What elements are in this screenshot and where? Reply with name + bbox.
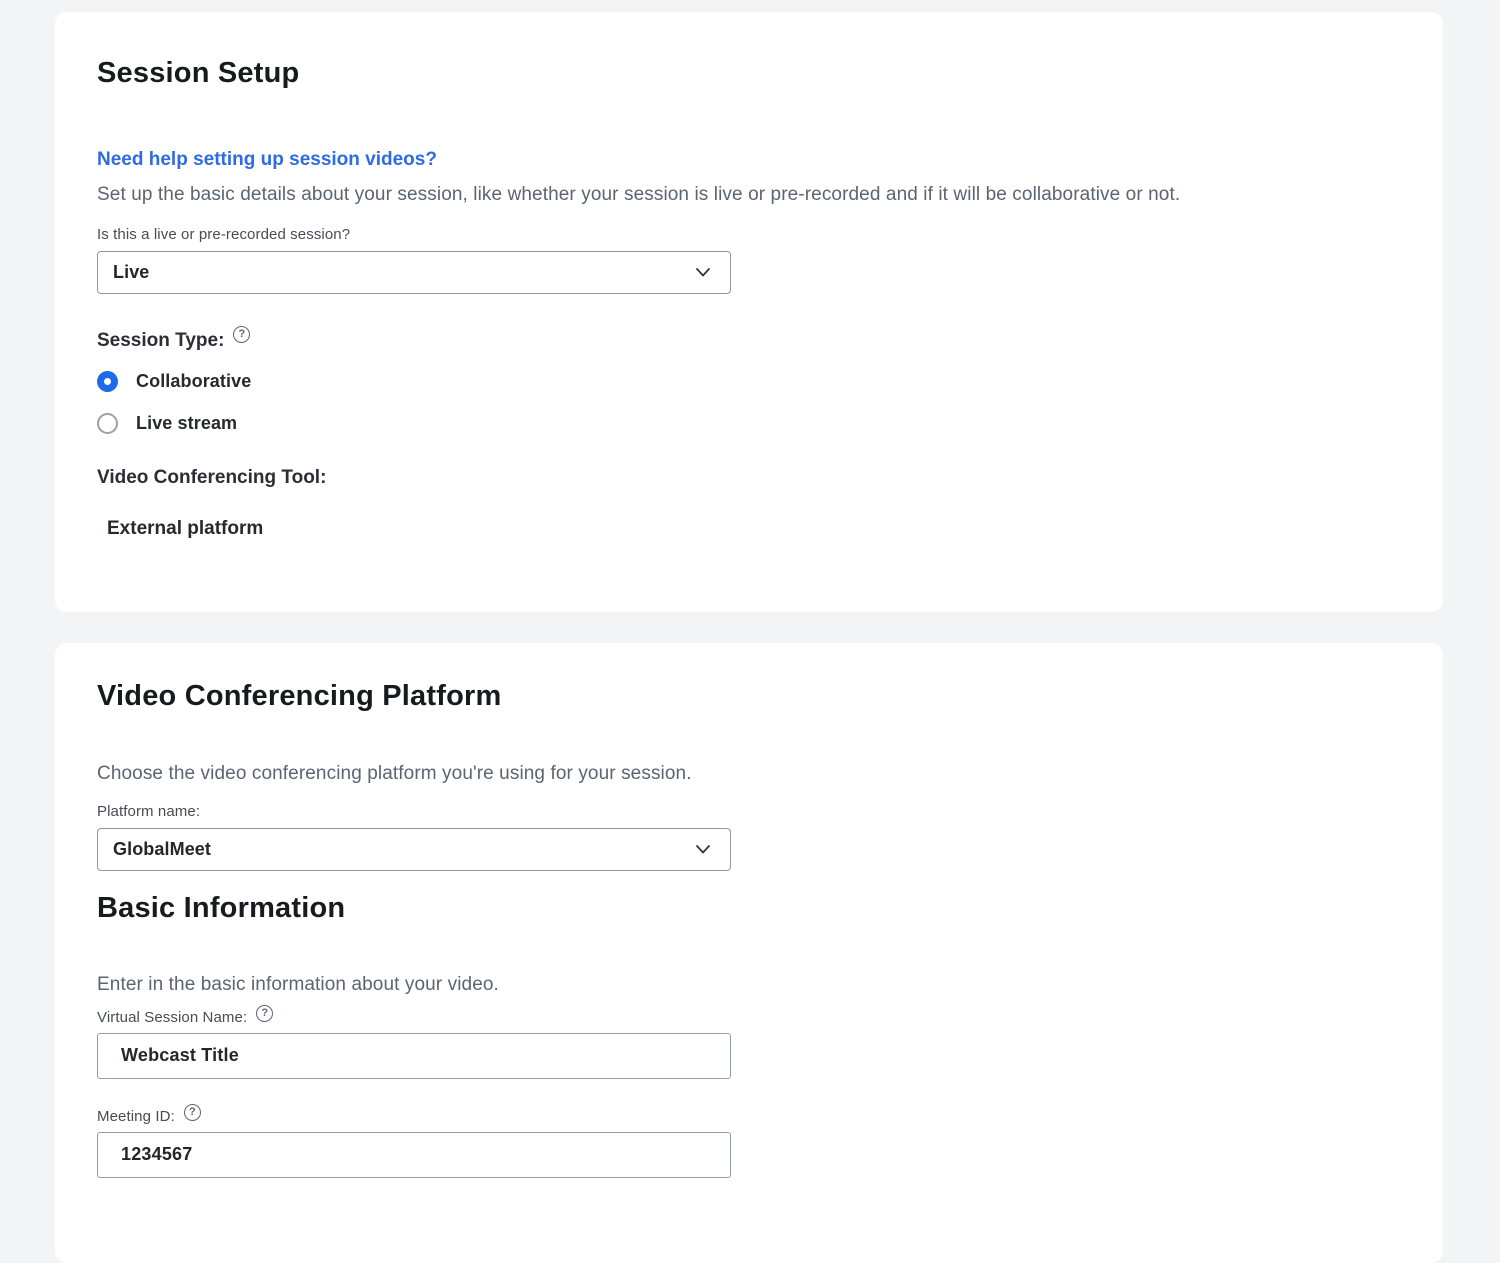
basic-information-description: Enter in the basic information about your video. (97, 973, 499, 995)
radio-label-collaborative: Collaborative (136, 370, 252, 391)
radio-label-live-stream: Live stream (136, 412, 238, 433)
session-type-label-row (97, 330, 1401, 352)
virtual-session-name-input[interactable] (97, 1033, 731, 1079)
virtual-session-name-label-row (97, 1009, 1401, 1026)
video-conferencing-tool-label: Video Conferencing Tool: (97, 466, 327, 488)
radio-unselected-icon[interactable] (97, 413, 118, 434)
session-setup-title: Session Setup (97, 57, 300, 89)
video-conferencing-tool-value: External platform (107, 517, 264, 539)
radio-option-collaborative[interactable] (97, 371, 251, 392)
help-icon[interactable]: ? (256, 1005, 273, 1022)
meeting-id-label: Meeting ID: (97, 1107, 175, 1125)
meeting-id-input[interactable] (97, 1132, 731, 1178)
live-prerecorded-select[interactable] (97, 251, 731, 294)
radio-option-live-stream[interactable] (97, 413, 237, 434)
video-conferencing-platform-title: Video Conferencing Platform (97, 680, 502, 712)
help-icon[interactable]: ? (233, 326, 250, 343)
help-icon[interactable]: ? (184, 1104, 201, 1121)
help-link[interactable]: Need help setting up session videos? (97, 148, 437, 170)
video-conferencing-platform-card (55, 643, 1443, 1263)
video-conferencing-platform-description: Choose the video conferencing platform you're using for your session. (97, 762, 692, 784)
platform-name-label: Platform name: (97, 802, 201, 820)
radio-selected-icon[interactable] (97, 371, 118, 392)
basic-information-title: Basic Information (97, 891, 346, 924)
session-setup-description: Set up the basic details about your session, like whether your session is live or pre-recorded and if it will be collaborative or not. (97, 183, 1181, 205)
live-prerecorded-select-value: Live (113, 261, 150, 282)
virtual-session-name-label: Virtual Session Name: (97, 1008, 248, 1026)
meeting-id-label-row (97, 1108, 1401, 1125)
session-setup-card (55, 12, 1443, 612)
live-prerecorded-label: Is this a live or pre-recorded session? (97, 225, 351, 243)
chevron-down-icon (696, 842, 710, 856)
session-type-label: Session Type: (97, 329, 225, 351)
chevron-down-icon (696, 265, 710, 279)
platform-name-select[interactable] (97, 828, 731, 871)
platform-name-select-value: GlobalMeet (113, 838, 212, 859)
